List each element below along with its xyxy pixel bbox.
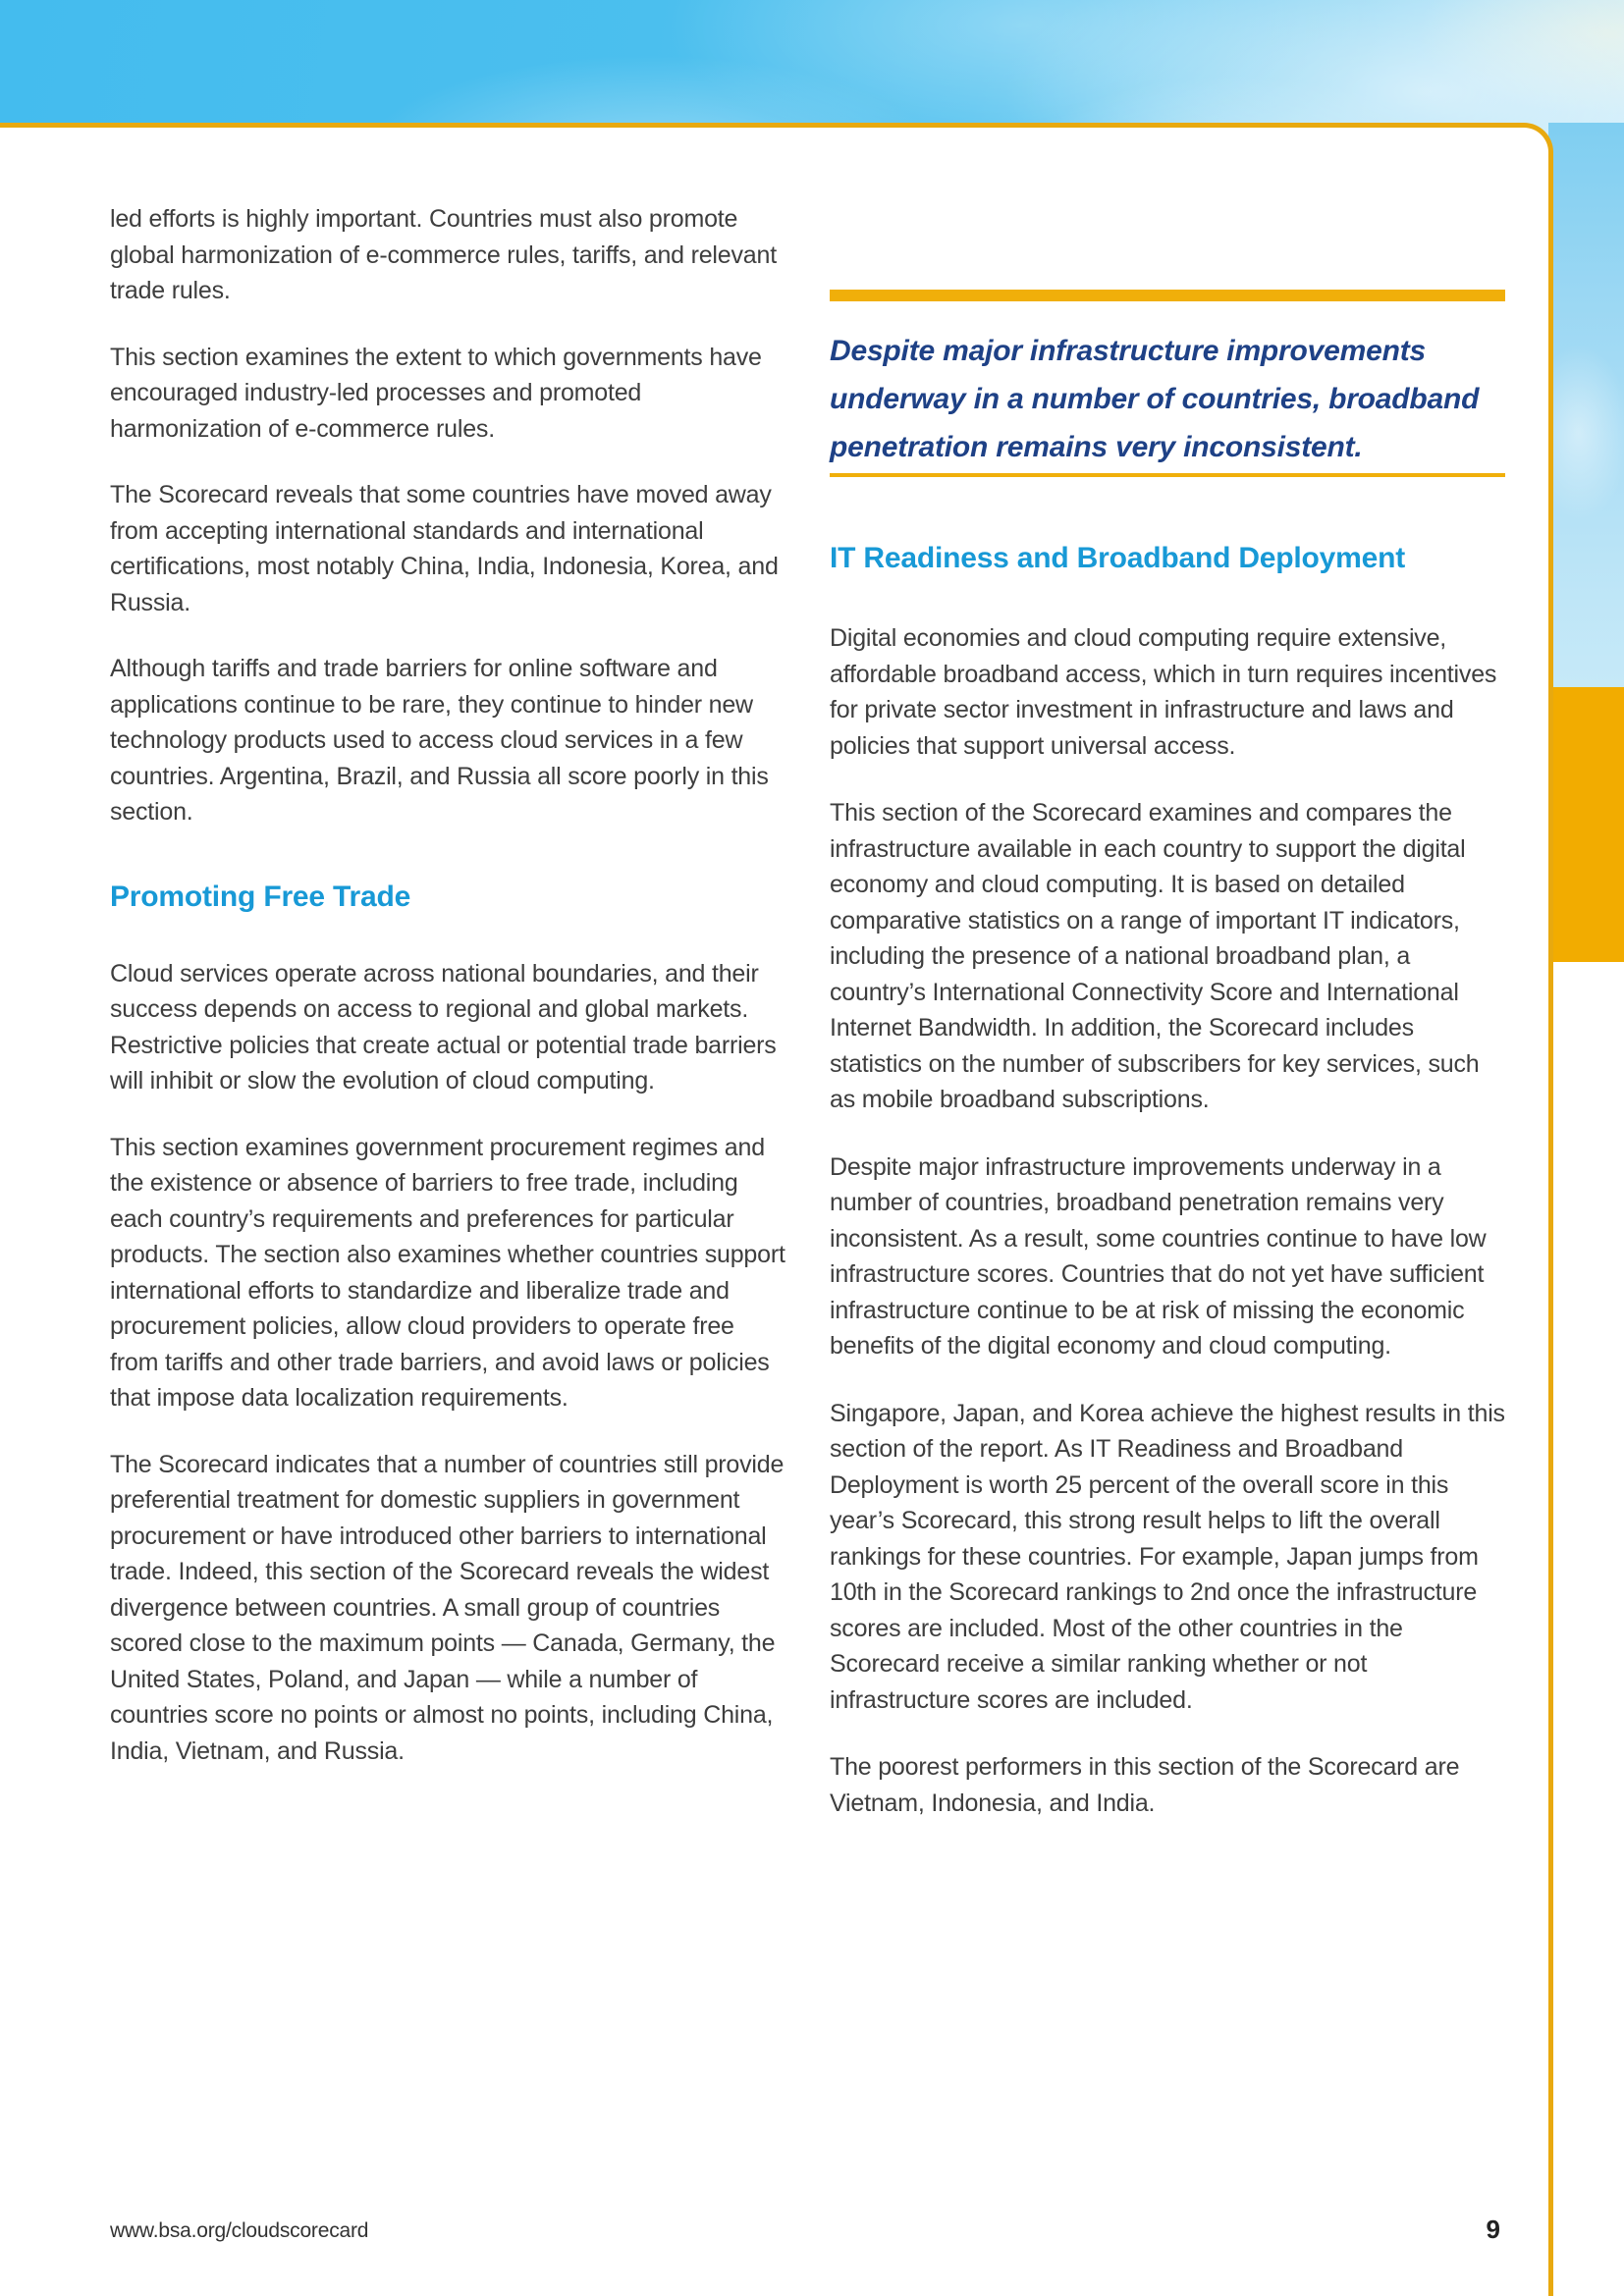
body-paragraph: Singapore, Japan, and Korea achieve the highest results in this section of the report. As IT Readiness and Broadband Deployment is worth 25 percent of the overall score in this year’s Scorecard, this strong result helps to lift the overall rankings for these countries. For example, Japan jumps from 10th in the Scorecard rankings to 2nd once the infrastructure scores are included. Most of the other countries in the Scorecard receive a similar ranking whether or not infrastructure scores are included. xyxy=(830,1399,1505,1714)
body-paragraph: led efforts is highly important. Countries must also promote global harmonization of e-commerce rules, tariffs, and relevant trade rules. xyxy=(110,205,777,304)
body-paragraph: This section examines government procurement regimes and the existence or absence of barriers to free trade, including each country’s requirements and preferences for particular products. The section also examines whether countries support international efforts to standardize and liberalize trade and procurement policies, allow cloud providers to operate free from tariffs and other trade barriers, and avoid laws or policies that impose data localization requirements. xyxy=(110,1133,785,1412)
section-heading-it-readiness: IT Readiness and Broadband Deployment xyxy=(830,542,1406,574)
pull-quote-bottom-rule xyxy=(830,473,1505,477)
body-paragraph: This section examines the extent to which governments have encouraged industry-led processes and promoted harmonization of e-commerce rules. xyxy=(110,343,762,443)
pull-quote-top-rule xyxy=(830,290,1505,301)
body-paragraph: The Scorecard indicates that a number of countries still provide preferential treatment for domestic suppliers in government procurement or have introduced other barriers to international trade. Indeed, this section of the Scorecard reveals the widest divergence between countries. A small group of countries scored close to the maximum points — Canada, Germany, the United States, Poland, and Japan — while a number of countries score no points or almost no points, including China, India, Vietnam, and Russia. xyxy=(110,1450,785,1765)
right-column xyxy=(830,290,1505,1852)
pull-quote: Despite major infrastructure improvements underway in a number of countries, broadband penetration remains very inconsistent. xyxy=(830,335,1480,463)
body-paragraph: Digital economies and cloud computing require extensive, affordable broadband access, which in turn requires incentives for private sector investment in infrastructure and laws and policies that support universal access. xyxy=(830,624,1497,760)
body-paragraph: Although tariffs and trade barriers for online software and applications continue to be rare, they continue to hinder new technology products used to access cloud services in a few countries. Argentina, Brazil, and Russia all score poorly in this section. xyxy=(110,655,769,826)
footer-website-url: www.bsa.org/cloudscorecard xyxy=(110,2219,369,2242)
left-column xyxy=(110,201,787,1799)
gold-accent-block xyxy=(1548,687,1624,962)
section-heading-promoting-free-trade: Promoting Free Trade xyxy=(110,880,411,913)
page-number: 9 xyxy=(1486,2215,1500,2244)
body-paragraph: The poorest performers in this section of the Scorecard are Vietnam, Indonesia, and India. xyxy=(830,1753,1460,1817)
body-paragraph: The Scorecard reveals that some countries have moved away from accepting international standards and international certifications, most notably China, India, Indonesia, Korea, and Russia. xyxy=(110,481,779,616)
body-paragraph: This section of the Scorecard examines and compares the infrastructure available in each country to support the digital economy and cloud computing. It is based on detailed comparative statistics on a range of important IT indicators, including the presence of a national broadband plan, a country’s International Connectivity Score and International Internet Bandwidth. In addition, the Scorecard includes statistics on the number of subscribers for key services, such as mobile broadband subscriptions. xyxy=(830,799,1480,1113)
body-paragraph: Despite major infrastructure improvements underway in a number of countries, broadband penetration remains very inconsistent. As a result, some countries continue to have low infrastructure scores. Countries that do not yet have sufficient infrastructure continue to be at risk of missing the economic benefits of the digital economy and cloud computing. xyxy=(830,1152,1487,1360)
sky-photo-right-strip xyxy=(1548,123,1624,687)
body-paragraph: Cloud services operate across national boundaries, and their success depends on access to regional and global markets. Restrictive policies that create actual or potential trade barriers will inhibit or slow the evolution of cloud computing. xyxy=(110,959,777,1095)
